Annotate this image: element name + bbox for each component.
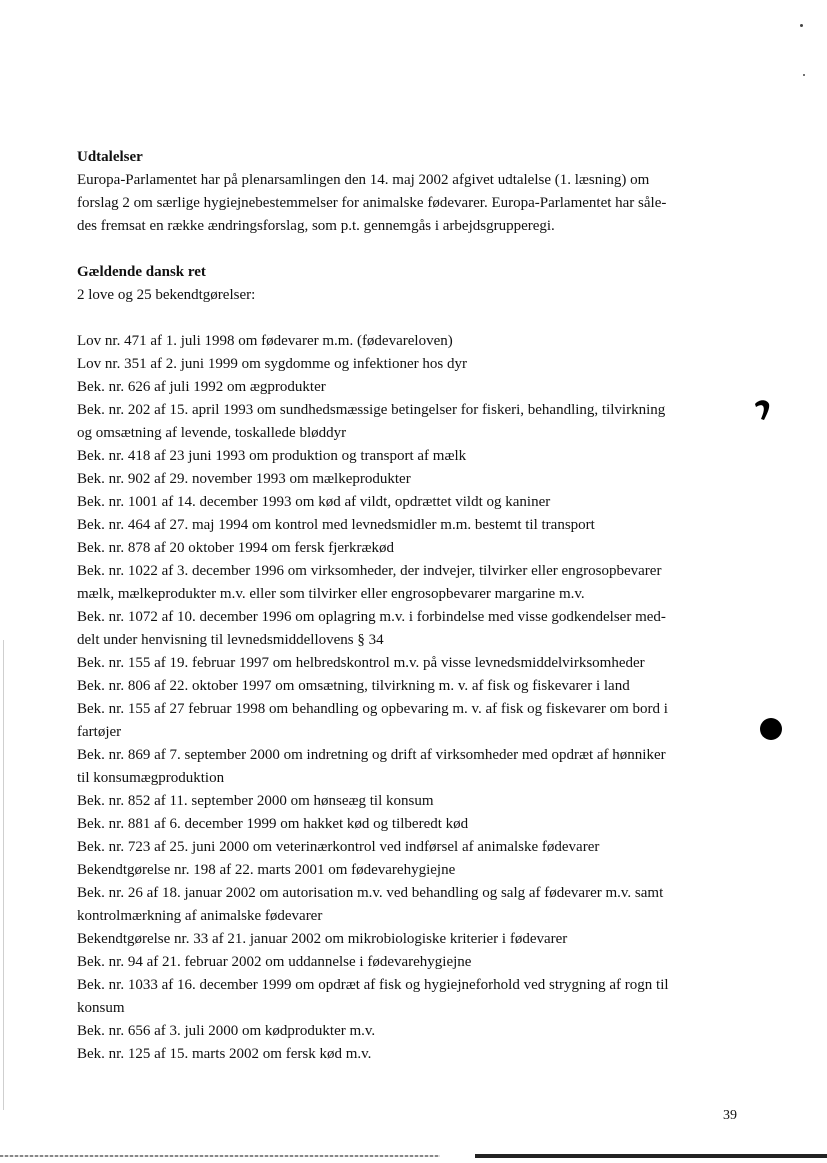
law-list-item xyxy=(77,928,742,951)
scan-bottom-edge xyxy=(0,1155,440,1157)
paragraph-line: Europa-Parlamentet har på plenarsamlingen den 14. maj 2002 afgivet udtalelse (1. læsning) om xyxy=(77,172,650,188)
law-list-item xyxy=(77,1043,742,1066)
law-list-item-line: Bek. nr. 1001 af 14. december 1993 om kød af vildt, opdrættet vildt og kaniner xyxy=(77,494,551,510)
law-list-item-line: Bek. nr. 723 af 25. juni 2000 om veterinærkontrol ved indførsel af animalske fødevarer xyxy=(77,839,600,855)
scan-speck xyxy=(803,74,805,76)
law-list-item-line: Bek. nr. 464 af 27. maj 1994 om kontrol med levnedsmidler m.m. bestemt til transport xyxy=(77,517,595,533)
law-list-item-line: Bek. nr. 94 af 21. februar 2002 om uddannelse i fødevarehygiejne xyxy=(77,954,472,970)
law-list-item xyxy=(77,353,742,376)
law-list-item xyxy=(77,606,742,652)
law-list-item xyxy=(77,376,742,399)
law-list-item-line: Bekendtgørelse nr. 33 af 21. januar 2002 om mikrobiologiske kriterier i fødevarer xyxy=(77,931,568,947)
law-list-item-line: Bek. nr. 806 af 22. oktober 1997 om omsætning, tilvirkning m. v. af fisk og fiskevarer i land xyxy=(77,678,630,694)
udtalelser-paragraph xyxy=(77,169,742,238)
law-list-item-line: Lov nr. 351 af 2. juni 1999 om sygdomme og infektioner hos dyr xyxy=(77,356,467,372)
law-list-item xyxy=(77,836,742,859)
law-list-item xyxy=(77,399,742,445)
law-list-item xyxy=(77,813,742,836)
paragraph-line: des fremsat en række ændringsforslag, som p.t. gennemgås i arbejdsgrupperegi. xyxy=(77,218,555,234)
law-list-item xyxy=(77,698,742,744)
page-number: 39 xyxy=(723,1108,737,1123)
law-list-item-line: Bek. nr. 202 af 15. april 1993 om sundhedsmæssige betingelser for fiskeri, behandling, tilvirkning xyxy=(77,402,666,418)
paragraph-line: forslag 2 om særlige hygiejnebestemmelser for animalske fødevarer. Europa-Parlamentet har såle- xyxy=(77,195,667,211)
law-list-item-line: Bek. nr. 1033 af 16. december 1999 om opdræt af fisk og hygiejneforhold ved strygning af rogn til xyxy=(77,977,669,993)
law-list-item-line: Bek. nr. 26 af 18. januar 2002 om autorisation m.v. ved behandling og salg af fødevarer m.v. samt xyxy=(77,885,664,901)
law-list-item xyxy=(77,744,742,790)
law-list-item xyxy=(77,859,742,882)
law-list-item xyxy=(77,652,742,675)
law-list-item xyxy=(77,514,742,537)
law-list-item xyxy=(77,491,742,514)
document-body xyxy=(77,146,742,1066)
law-list-item-line: Bek. nr. 1072 af 10. december 1996 om oplagring m.v. i forbindelse med visse godkendelser med- xyxy=(77,609,666,625)
law-list-item xyxy=(77,882,742,928)
law-list-item xyxy=(77,445,742,468)
law-list-item xyxy=(77,330,742,353)
law-list-item xyxy=(77,1020,742,1043)
law-list-item-line: Bek. nr. 881 af 6. december 1999 om hakket kød og tilberedt kød xyxy=(77,816,469,832)
scan-speck xyxy=(800,24,803,27)
scan-edge-line xyxy=(3,640,4,1110)
law-list-item-line: og omsætning af levende, toskallede bløddyr xyxy=(77,425,347,441)
section-heading-udtalelser: Udtalelser xyxy=(77,149,143,165)
law-list-item-line: Bek. nr. 1022 af 3. december 1996 om virksomheder, der indvejer, tilvirker eller engrosopbevarer xyxy=(77,563,662,579)
margin-dot-icon xyxy=(760,718,782,740)
law-list-item xyxy=(77,951,742,974)
law-list-item-line: mælk, mælkeprodukter m.v. eller som tilvirker eller engrosopbevarer margarine m.v. xyxy=(77,586,585,602)
law-list-item-line: til konsumægproduktion xyxy=(77,770,225,786)
law-list-item-line: Bek. nr. 878 af 20 oktober 1994 om fersk fjerkrækød xyxy=(77,540,395,556)
law-list-item-line: Bek. nr. 155 af 27 februar 1998 om behandling og opbevaring m. v. af fisk og fiskevarer om bord i xyxy=(77,701,668,717)
law-list-item-line: Bek. nr. 656 af 3. juli 2000 om kødprodukter m.v. xyxy=(77,1023,376,1039)
law-list-item-line: Bek. nr. 418 af 23 juni 1993 om produktion og transport af mælk xyxy=(77,448,467,464)
law-list-item xyxy=(77,675,742,698)
law-list-item-line: konsum xyxy=(77,1000,125,1016)
law-list-item-line: Bek. nr. 902 af 29. november 1993 om mælkeprodukter xyxy=(77,471,411,487)
section-heading-gaeldende-dansk-ret: Gældende dansk ret xyxy=(77,264,206,280)
law-list-item-line: fartøjer xyxy=(77,724,122,740)
law-list-item-line: Bek. nr. 155 af 19. februar 1997 om helbredskontrol m.v. på visse levnedsmiddelvirksomheder xyxy=(77,655,645,671)
law-list-item-line: Bek. nr. 852 af 11. september 2000 om hønseæg til konsum xyxy=(77,793,434,809)
law-list-item-line: Bek. nr. 626 af juli 1992 om ægprodukter xyxy=(77,379,326,395)
law-list-item-line: Bekendtgørelse nr. 198 af 22. marts 2001 om fødevarehygiejne xyxy=(77,862,456,878)
law-list-item xyxy=(77,537,742,560)
law-list-item-line: Bek. nr. 125 af 15. marts 2002 om fersk kød m.v. xyxy=(77,1046,372,1062)
law-list-item xyxy=(77,468,742,491)
law-list xyxy=(77,330,742,1066)
spacer xyxy=(77,238,742,261)
law-list-item xyxy=(77,560,742,606)
law-list-item-line: kontrolmærkning af animalske fødevarer xyxy=(77,908,323,924)
law-list-item xyxy=(77,974,742,1020)
section-intro: 2 love og 25 bekendtgørelser: xyxy=(77,287,256,303)
spacer xyxy=(77,307,742,330)
scan-bottom-edge xyxy=(475,1154,827,1158)
law-list-item-line: Bek. nr. 869 af 7. september 2000 om indretning og drift af virksomheder med opdræt af hønniker xyxy=(77,747,666,763)
margin-mark-icon xyxy=(753,398,771,422)
law-list-item-line: delt under henvisning til levnedsmiddellovens § 34 xyxy=(77,632,384,648)
law-list-item-line: Lov nr. 471 af 1. juli 1998 om fødevarer m.m. (fødevareloven) xyxy=(77,333,453,349)
law-list-item xyxy=(77,790,742,813)
